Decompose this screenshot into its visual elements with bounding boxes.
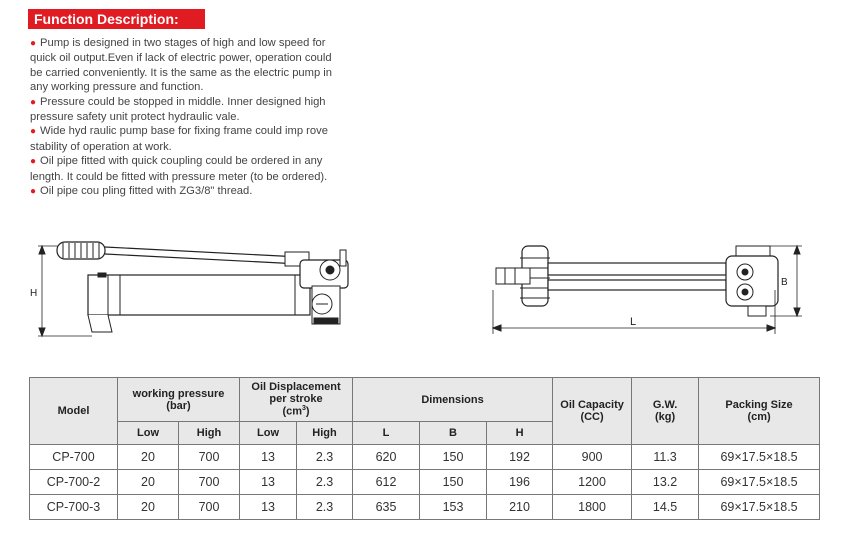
subheader-wp-low: Low	[118, 422, 179, 445]
subheader-wp-high: High	[179, 422, 240, 445]
cell-od-low: 13	[240, 445, 297, 470]
cell-oil-capacity: 1800	[553, 495, 632, 520]
dimension-label-b: B	[781, 277, 788, 288]
cell-od-low: 13	[240, 495, 297, 520]
subheader-od-high: High	[297, 422, 353, 445]
bullet-dot-icon: ●	[30, 38, 37, 49]
cell-l: 635	[353, 495, 420, 520]
cell-model: CP-700	[30, 445, 118, 470]
subheader-dim-l: L	[353, 422, 420, 445]
cell-wp-high: 700	[179, 495, 240, 520]
bullet-continuation: any working pressure and function.	[30, 81, 204, 94]
header-gw: G.W. (kg)	[632, 378, 699, 445]
section-title: Function Description:	[28, 9, 205, 29]
subheader-dim-h: H	[487, 422, 553, 445]
bullet-dot-icon: ●	[30, 186, 37, 198]
subheader-od-low: Low	[240, 422, 297, 445]
bullet-item: ● Oil pipe cou pling fitted with ZG3/8" thread.	[30, 185, 253, 198]
table-row	[30, 495, 820, 520]
pump-side-view	[38, 242, 348, 336]
cell-packing: 69×17.5×18.5	[699, 470, 820, 495]
header-working-pressure: working pressure (bar)	[118, 378, 240, 422]
cell-h: 192	[487, 445, 553, 470]
cell-od-high: 2.3	[297, 495, 353, 520]
bullet-continuation: quick oil output.Even if lack of electric power, operation could	[30, 52, 332, 65]
bullet-continuation: length. It could be fitted with pressure meter (to be ordered).	[30, 170, 328, 183]
bullet-continuation: stability of operation at work.	[30, 140, 172, 153]
bullet-continuation: be carried conveniently. It is the same as the electric pump in	[30, 66, 333, 79]
cell-wp-low: 20	[118, 470, 179, 495]
cell-oil-capacity: 900	[553, 445, 632, 470]
bullet-dot-icon: ●	[30, 156, 37, 168]
dimension-label-l: L	[630, 316, 637, 328]
cell-l: 612	[353, 470, 420, 495]
header-oil-capacity: Oil Capacity (CC)	[553, 378, 632, 445]
header-dimensions: Dimensions	[353, 378, 553, 422]
function-description	[30, 36, 402, 199]
bullet-item: ● Wide hyd raulic pump base for fixing frame could imp rove	[30, 125, 328, 138]
bullet-item: ● Oil pipe fitted with quick coupling could be ordered in any	[30, 155, 323, 168]
cell-b: 150	[420, 470, 487, 495]
cell-od-low: 13	[240, 470, 297, 495]
pump-top-view	[493, 246, 802, 334]
cell-model: CP-700-2	[30, 470, 118, 495]
pump-technical-drawing	[0, 230, 848, 350]
cell-gw: 14.5	[632, 495, 699, 520]
table-row	[30, 445, 820, 470]
bullet-item: ● Pump is designed in two stages of high and low speed for	[30, 37, 326, 49]
cell-gw: 13.2	[632, 470, 699, 495]
header-packing-size: Packing Size (cm)	[699, 378, 820, 445]
cell-b: 153	[420, 495, 487, 520]
cell-wp-high: 700	[179, 445, 240, 470]
table-row	[30, 470, 820, 495]
cell-l: 620	[353, 445, 420, 470]
cell-oil-capacity: 1200	[553, 470, 632, 495]
cell-model: CP-700-3	[30, 495, 118, 520]
cell-h: 196	[487, 470, 553, 495]
cell-packing: 69×17.5×18.5	[699, 445, 820, 470]
cell-packing: 69×17.5×18.5	[699, 495, 820, 520]
cell-gw: 11.3	[632, 445, 699, 470]
header-oil-displacement: Oil Displacement per stroke $(cm^3)$	[240, 378, 353, 422]
bullet-continuation: pressure safety unit protect hydraulic vale.	[30, 111, 240, 124]
header-model: Model	[30, 378, 118, 445]
subheader-dim-b: B	[420, 422, 487, 445]
bullet-dot-icon: ●	[30, 96, 37, 108]
spec-table	[29, 377, 820, 520]
cell-wp-low: 20	[118, 445, 179, 470]
table-header-row	[30, 378, 820, 422]
dimension-label-h: H	[30, 288, 38, 299]
bullet-dot-icon: ●	[30, 126, 37, 138]
cell-h: 210	[487, 495, 553, 520]
bullet-item: ● Pressure could be stopped in middle. Inner designed high	[30, 95, 326, 108]
cell-wp-high: 700	[179, 470, 240, 495]
cell-od-high: 2.3	[297, 445, 353, 470]
cell-b: 150	[420, 445, 487, 470]
cell-od-high: 2.3	[297, 470, 353, 495]
cell-wp-low: 20	[118, 495, 179, 520]
